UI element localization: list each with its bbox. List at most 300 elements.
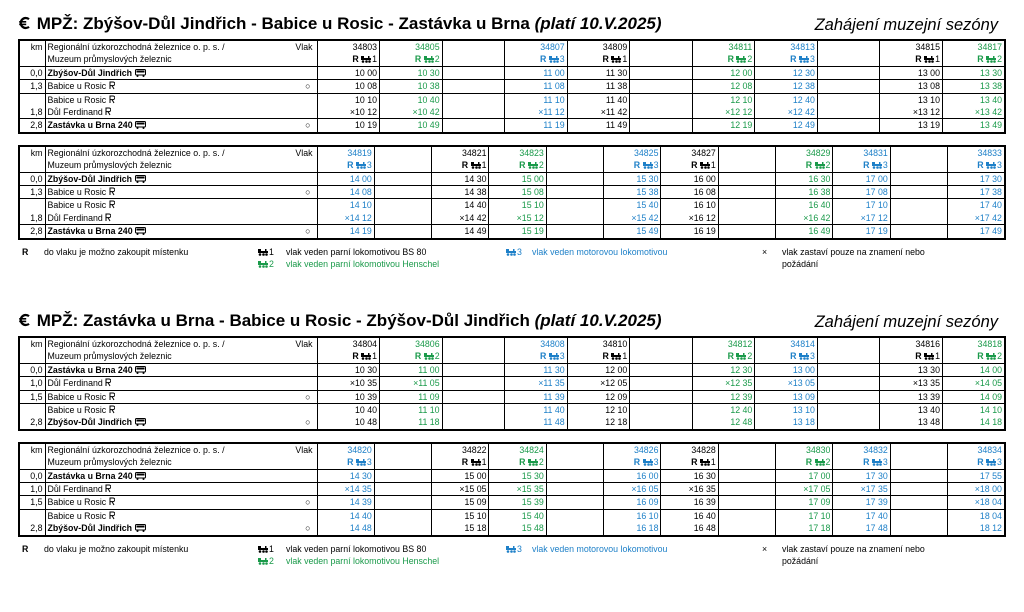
train-number — [817, 337, 880, 350]
departure-time — [442, 363, 505, 376]
departure-time: 17 40 — [833, 509, 890, 522]
departure-time: ×18 04 — [948, 496, 1005, 509]
departure-time: 10 48 — [317, 416, 380, 429]
departure-time: ×16 35 — [661, 483, 718, 496]
reservation-mark: R — [352, 54, 359, 65]
traction-type: 3 — [366, 457, 372, 468]
train-type — [948, 159, 1005, 172]
departure-time: ×14 12 — [317, 212, 374, 225]
departure-time: 15 30 — [489, 469, 546, 482]
train-type — [661, 456, 718, 469]
traction-type: 1 — [710, 160, 716, 171]
departure-time: 16 00 — [661, 172, 718, 185]
departure-time: 16 09 — [604, 496, 661, 509]
train-number — [630, 337, 693, 350]
legend-x: × — [762, 543, 768, 554]
departure-time: 13 18 — [755, 416, 818, 429]
legend-s2-text: vlak veden parní lokomotivou Henschel — [286, 555, 440, 566]
departure-time: 15 49 — [604, 225, 661, 239]
departure-time: 12 00 — [692, 66, 755, 79]
steam-loco-icon — [356, 161, 367, 169]
train-number-row — [19, 337, 1005, 350]
train-type-row — [19, 53, 1005, 66]
departure-time: 14 30 — [432, 172, 489, 185]
traction-type: 2 — [538, 160, 544, 171]
steam-loco-icon — [736, 55, 747, 63]
departure-time: 14 49 — [432, 225, 489, 239]
station-row — [19, 483, 1005, 496]
reservation-mark: R — [727, 351, 734, 362]
departure-time: ×17 05 — [776, 483, 833, 496]
km-value: 1,5 — [19, 390, 45, 403]
departure-time: 15 19 — [489, 225, 546, 239]
departure-time: 16 00 — [604, 469, 661, 482]
departure-time — [442, 93, 505, 106]
steam-loco-icon — [872, 161, 883, 169]
traction-type: 3 — [997, 457, 1002, 468]
steam-loco-icon — [815, 458, 826, 466]
departure-time: 17 19 — [833, 225, 890, 239]
departure-time: 11 30 — [567, 66, 630, 79]
legend-x-text1: vlak zastaví pouze na znamení nebo — [782, 543, 925, 554]
departure-time — [817, 106, 880, 119]
station-row — [19, 212, 1005, 225]
steam-loco-icon — [356, 458, 367, 466]
traction-type: 2 — [538, 457, 544, 468]
departure-time: 15 00 — [432, 469, 489, 482]
departure-time: ×15 35 — [489, 483, 546, 496]
departure-time — [546, 199, 603, 212]
train-number: 34821 — [432, 146, 489, 159]
departure-time — [718, 509, 775, 522]
reservation-mark: R — [347, 457, 354, 468]
departure-time — [546, 225, 603, 239]
halt-icon — [109, 392, 115, 401]
km-value: 2,8 — [19, 522, 45, 535]
departure-time — [546, 509, 603, 522]
departure-time: 12 40 — [692, 404, 755, 417]
departure-time — [890, 509, 947, 522]
departure-time: 14 40 — [432, 199, 489, 212]
departure-time — [817, 66, 880, 79]
departure-time — [817, 377, 880, 390]
departure-time: 14 18 — [942, 416, 1005, 429]
departure-time: 11 09 — [380, 390, 443, 403]
legend-s3: 3 — [506, 246, 522, 258]
departure-time — [890, 212, 947, 225]
train-number — [442, 337, 505, 350]
departure-time: 11 48 — [505, 416, 568, 429]
departure-time — [374, 483, 431, 496]
halt-icon — [105, 484, 111, 493]
train-number: 34807 — [505, 40, 568, 53]
operator-name: Regionální úzkorozchodná železnice o. p. s. / Vlak — [45, 40, 317, 53]
circle-mark: ○ — [305, 523, 311, 534]
departure-time: 14 30 — [317, 469, 374, 482]
timetable — [18, 145, 1006, 240]
departure-time: ×17 42 — [948, 212, 1005, 225]
station-name: Zastávka u Brna 240 ○ — [45, 119, 317, 133]
station-name: Zastávka u Brna 240 — [45, 363, 317, 376]
departure-time: 14 10 — [942, 404, 1005, 417]
legend-r-text: do vlaku je možno zakoupit místenku — [44, 543, 189, 554]
train-type — [380, 350, 443, 363]
traction-type: 2 — [747, 351, 753, 362]
departure-time: 10 30 — [380, 66, 443, 79]
departure-time: ×11 12 — [505, 106, 568, 119]
departure-time: 15 09 — [432, 496, 489, 509]
title-validity: (platí 10.V.2025) — [534, 311, 662, 330]
departure-time: 10 49 — [380, 119, 443, 133]
train-type — [317, 159, 374, 172]
reservation-mark: R — [805, 160, 813, 171]
train-number: 34811 — [692, 40, 755, 53]
departure-time — [718, 483, 775, 496]
train-number: 34832 — [833, 443, 890, 456]
station-row — [19, 119, 1005, 133]
departure-time: 18 12 — [948, 522, 1005, 535]
train-number — [890, 443, 947, 456]
traction-type: 2 — [997, 54, 1003, 65]
departure-time: 10 10 — [317, 93, 380, 106]
train-type — [833, 456, 890, 469]
reservation-mark: R — [347, 160, 354, 171]
departure-time: ×13 35 — [880, 377, 943, 390]
departure-time: 15 39 — [489, 496, 546, 509]
departure-time: 11 10 — [380, 404, 443, 417]
km-header: km — [19, 337, 45, 350]
operator-name-2: Muzeum průmyslových železnic — [45, 456, 317, 469]
steam-loco-icon — [258, 557, 269, 565]
train-type — [432, 456, 489, 469]
reservation-mark: R — [790, 351, 797, 362]
departure-time: 15 10 — [432, 509, 489, 522]
train-number: 34815 — [880, 40, 943, 53]
departure-time: 12 18 — [567, 416, 630, 429]
station-name: Babice u Rosic ○ — [45, 80, 317, 93]
steam-loco-icon — [424, 352, 435, 360]
departure-time — [817, 404, 880, 417]
departure-time: 12 00 — [567, 363, 630, 376]
vlak-label: Vlak — [295, 42, 313, 52]
steam-loco-icon — [611, 352, 622, 360]
bus-icon — [135, 121, 146, 129]
train-type-row — [19, 456, 1005, 469]
train-type — [567, 53, 630, 66]
departure-time: 17 38 — [948, 186, 1005, 199]
traction-type: 2 — [434, 351, 440, 362]
circle-mark: ○ — [305, 187, 311, 198]
legend-s2: 2 — [258, 555, 274, 567]
station-name: Babice u Rosic — [45, 93, 317, 106]
train-type — [604, 159, 661, 172]
steam-loco-icon — [528, 161, 539, 169]
departure-time — [890, 172, 947, 185]
traction-type: 2 — [434, 54, 440, 65]
reservation-mark: R — [602, 54, 609, 65]
departure-time: 12 30 — [755, 66, 818, 79]
train-type — [317, 53, 380, 66]
traction-type: 1 — [935, 54, 940, 65]
departure-time: 16 40 — [661, 509, 718, 522]
departure-time — [546, 212, 603, 225]
train-number — [890, 146, 947, 159]
departure-time: 12 49 — [755, 119, 818, 133]
legend-s1-text: vlak veden parní lokomotivou BS 80 — [286, 246, 427, 257]
halt-icon — [105, 378, 111, 387]
departure-time: ×17 35 — [833, 483, 890, 496]
steam-loco-icon — [872, 458, 883, 466]
steam-loco-icon — [258, 260, 269, 268]
train-type — [776, 159, 833, 172]
reservation-mark: R — [863, 160, 870, 171]
train-type — [317, 350, 380, 363]
departure-time: ×17 12 — [833, 212, 890, 225]
halt-icon — [109, 497, 115, 506]
departure-time: 14 10 — [317, 199, 374, 212]
departure-time — [817, 119, 880, 133]
departure-time: 17 00 — [833, 172, 890, 185]
legend-s1-text: vlak veden parní lokomotivou BS 80 — [286, 543, 427, 554]
train-type — [489, 456, 546, 469]
departure-time: 10 00 — [317, 66, 380, 79]
steam-loco-icon — [549, 55, 560, 63]
train-number — [630, 40, 693, 53]
departure-time: ×12 12 — [692, 106, 755, 119]
reservation-mark: R — [461, 160, 469, 171]
train-number: 34814 — [755, 337, 818, 350]
departure-time: 15 18 — [432, 522, 489, 535]
reservation-mark: R — [691, 457, 698, 468]
departure-time: 17 18 — [776, 522, 833, 535]
steam-loco-icon — [986, 55, 997, 63]
departure-time — [718, 199, 775, 212]
departure-time — [718, 186, 775, 199]
departure-time: 14 00 — [317, 172, 374, 185]
km-value: 0,0 — [19, 66, 45, 79]
train-number: 34827 — [661, 146, 718, 159]
legend — [18, 244, 1004, 274]
traction-type: 3 — [559, 351, 565, 362]
train-number-row — [19, 443, 1005, 456]
departure-time: 16 40 — [776, 199, 833, 212]
legend-s1: 1 — [258, 246, 274, 258]
station-row — [19, 66, 1005, 79]
departure-time: 13 08 — [880, 80, 943, 93]
operator-name-2: Muzeum průmyslových železnic — [45, 53, 317, 66]
train-type — [567, 350, 630, 363]
steam-loco-icon — [924, 55, 935, 63]
reservation-mark: R — [977, 457, 984, 468]
departure-time — [442, 377, 505, 390]
departure-time: ×10 12 — [317, 106, 380, 119]
departure-time — [890, 469, 947, 482]
train-type — [833, 159, 890, 172]
departure-time: 13 40 — [880, 404, 943, 417]
departure-time: 17 39 — [833, 496, 890, 509]
traction-type: 1 — [710, 457, 716, 468]
title-text: MPŽ: Zastávka u Brna - Babice u Rosic - Zbýšov-Důl Jindřich — [36, 311, 530, 330]
train-number: 34831 — [833, 146, 890, 159]
departure-time — [442, 404, 505, 417]
bus-icon — [135, 472, 146, 480]
steam-loco-icon — [361, 55, 372, 63]
departure-time: 17 08 — [833, 186, 890, 199]
circle-mark: ○ — [305, 226, 311, 237]
station-name: Babice u Rosic — [45, 404, 317, 417]
traction-type: 1 — [372, 351, 378, 362]
station-name: Zastávka u Brna 240 — [45, 469, 317, 482]
departure-time: 13 00 — [755, 363, 818, 376]
train-number: 34813 — [755, 40, 818, 53]
reservation-mark: R — [539, 54, 547, 65]
halt-icon — [109, 81, 115, 90]
departure-time: 17 10 — [776, 509, 833, 522]
departure-time — [890, 199, 947, 212]
departure-time: 17 48 — [833, 522, 890, 535]
km-value: 2,8 — [19, 225, 45, 239]
operator-name-2: Muzeum průmyslových železnic — [45, 159, 317, 172]
departure-time — [374, 469, 431, 482]
reservation-mark: R — [805, 457, 813, 468]
steam-loco-icon — [424, 55, 435, 63]
train-type — [505, 53, 568, 66]
departure-time: ×14 05 — [942, 377, 1005, 390]
departure-time: 11 10 — [505, 93, 568, 106]
bus-icon — [135, 69, 146, 77]
timetable-section-1 — [18, 14, 1004, 274]
legend-s3-text: vlak veden motorovou lokomotivou — [532, 246, 668, 257]
departure-time — [442, 106, 505, 119]
steam-loco-icon — [815, 161, 826, 169]
km-value: 1,3 — [19, 80, 45, 93]
km-value: 1,5 — [19, 496, 45, 509]
train-number: 34822 — [432, 443, 489, 456]
station-row — [19, 186, 1005, 199]
train-type — [880, 350, 943, 363]
departure-time: ×16 12 — [661, 212, 718, 225]
departure-time — [630, 377, 693, 390]
legend-s3: 3 — [506, 543, 522, 555]
halt-icon — [109, 95, 115, 104]
departure-time: 12 38 — [755, 80, 818, 93]
departure-time: 13 30 — [880, 363, 943, 376]
steam-loco-icon — [361, 352, 372, 360]
legend — [18, 541, 1004, 571]
bus-icon — [135, 227, 146, 235]
train-type — [317, 456, 374, 469]
departure-time: 11 18 — [380, 416, 443, 429]
train-type — [942, 350, 1005, 363]
departure-time: 14 48 — [317, 522, 374, 535]
steam-loco-icon — [924, 352, 935, 360]
km-value: 1,8 — [19, 212, 45, 225]
departure-time — [890, 225, 947, 239]
halt-icon — [109, 511, 115, 520]
traction-type: 2 — [825, 160, 831, 171]
vlak-label: Vlak — [295, 444, 313, 455]
halt-icon — [105, 213, 111, 222]
departure-time — [718, 496, 775, 509]
train-number: 34812 — [692, 337, 755, 350]
departure-time: 10 08 — [317, 80, 380, 93]
legend-x-text2: požádání — [782, 555, 819, 566]
departure-time: 13 19 — [880, 119, 943, 133]
train-number — [442, 40, 505, 53]
reservation-mark: R — [691, 160, 698, 171]
circle-mark: ○ — [305, 120, 311, 131]
departure-time: 12 40 — [755, 93, 818, 106]
vlak-label: Vlak — [295, 147, 313, 158]
halt-icon — [105, 107, 111, 116]
traction-type: 2 — [747, 54, 753, 65]
station-row — [19, 522, 1005, 535]
traction-type: 1 — [481, 457, 487, 468]
traction-type: 1 — [481, 160, 487, 171]
km-value: 1,8 — [19, 106, 45, 119]
traction-type: 3 — [559, 54, 565, 65]
departure-time: 10 38 — [380, 80, 443, 93]
departure-time: 11 38 — [567, 80, 630, 93]
departure-time: 14 40 — [317, 509, 374, 522]
steam-loco-icon — [643, 458, 654, 466]
reservation-mark: R — [977, 351, 984, 362]
reservation-mark: R — [519, 160, 526, 171]
departure-time — [546, 469, 603, 482]
departure-time: 14 09 — [942, 390, 1005, 403]
steam-loco-icon — [700, 161, 711, 169]
departure-time: 13 10 — [880, 93, 943, 106]
departure-time — [546, 172, 603, 185]
halt-icon — [109, 187, 115, 196]
reservation-mark: R — [915, 54, 922, 65]
train-number: 34830 — [776, 443, 833, 456]
reservation-mark: R — [602, 351, 609, 362]
section-header — [18, 14, 1004, 36]
km-value: 1,0 — [19, 483, 45, 496]
train-type — [505, 350, 568, 363]
timetable — [18, 442, 1006, 537]
departure-time: 11 00 — [505, 66, 568, 79]
circle-mark: ○ — [305, 417, 311, 428]
train-type — [380, 53, 443, 66]
station-name: Babice u Rosic ○ — [45, 390, 317, 403]
legend-s3-text: vlak veden motorovou lokomotivou — [532, 543, 668, 554]
circle-mark: ○ — [305, 391, 311, 402]
departure-time: 13 39 — [880, 390, 943, 403]
circle-mark: ○ — [305, 497, 311, 508]
traction-type: 3 — [809, 351, 815, 362]
departure-time: 15 30 — [604, 172, 661, 185]
train-number — [718, 443, 775, 456]
departure-time: ×11 35 — [505, 377, 568, 390]
departure-time: 15 38 — [604, 186, 661, 199]
departure-time — [890, 496, 947, 509]
departure-time: 10 30 — [317, 363, 380, 376]
reservation-mark: R — [790, 54, 797, 65]
steam-loco-icon — [986, 458, 997, 466]
bus-icon — [135, 366, 146, 374]
departure-time — [374, 172, 431, 185]
steam-loco-icon — [471, 161, 482, 169]
km-header: km — [19, 443, 45, 456]
section-subtitle: Zahájení muzejní sezóny — [814, 313, 998, 331]
train-number — [817, 40, 880, 53]
departure-time: 17 10 — [833, 199, 890, 212]
departure-time — [630, 404, 693, 417]
departure-time: 16 10 — [661, 199, 718, 212]
departure-time — [442, 390, 505, 403]
